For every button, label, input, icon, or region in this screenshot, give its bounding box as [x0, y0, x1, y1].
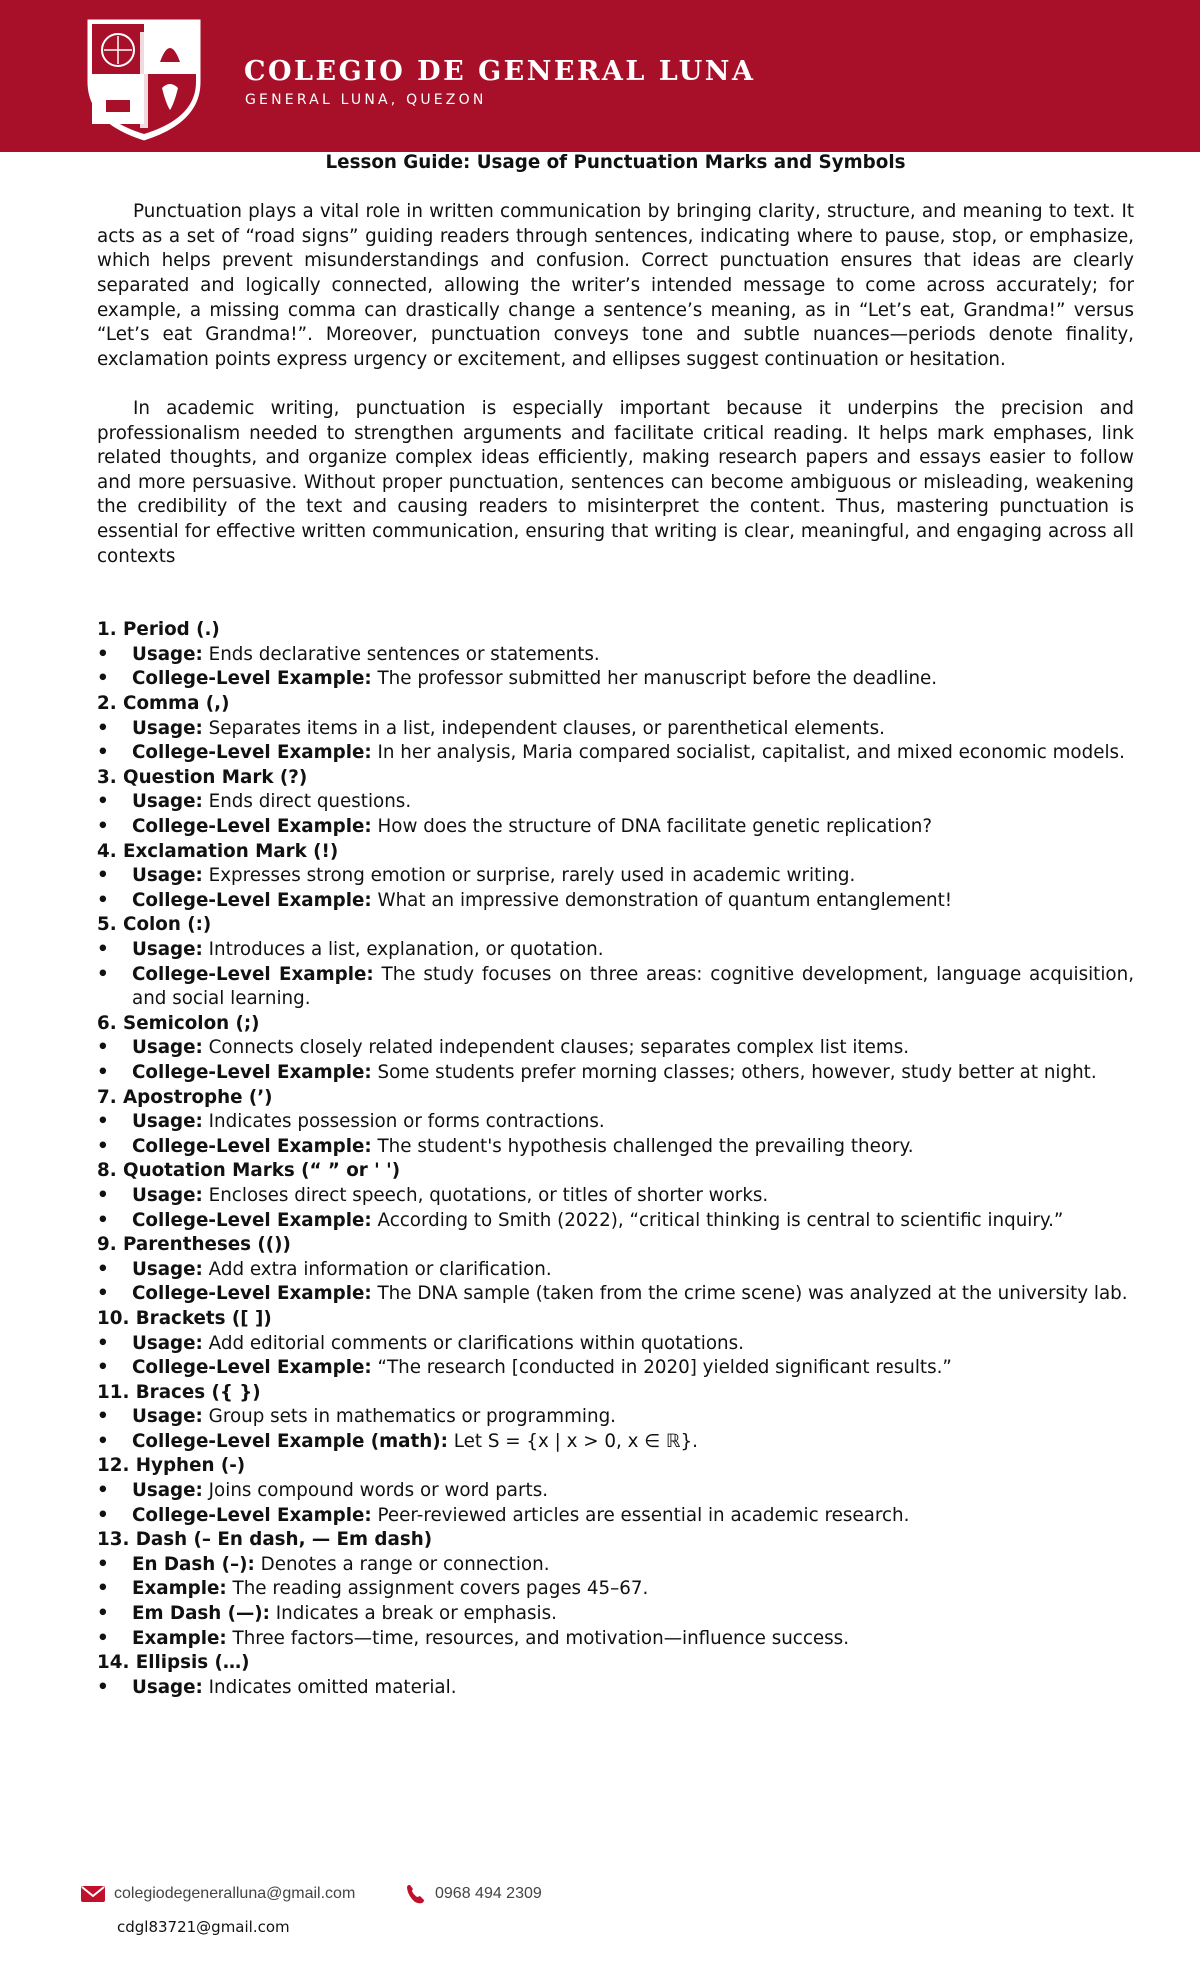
item-text: Joins compound words or word parts. [202, 1480, 549, 1502]
list-item [97, 938, 1134, 963]
bullet-marker: • [97, 1603, 109, 1625]
lesson-title: Lesson Guide: Usage of Punctuation Marks and Symbols [325, 152, 906, 173]
list-item [97, 1258, 1134, 1283]
bullet-marker: • [97, 1332, 109, 1354]
bullet-marker: • [97, 1111, 109, 1133]
section-heading: 3. Question Mark (?) [97, 766, 308, 788]
bullet-marker: • [97, 1676, 109, 1698]
item-label: College-Level Example: [132, 1209, 372, 1231]
section-heading: 11. Braces ({ }) [97, 1381, 261, 1403]
bullet-marker: • [97, 816, 109, 838]
item-label: College-Level Example: [132, 1283, 372, 1305]
item-label: Usage: [132, 1406, 203, 1428]
item-text: The DNA sample (taken from the crime scene) was analyzed at the university lab. [371, 1283, 1128, 1305]
bullet-marker: • [97, 1184, 109, 1206]
list-item [97, 1504, 1134, 1529]
section-heading: 6. Semicolon (;) [97, 1012, 260, 1034]
list-item [97, 1627, 1134, 1652]
item-label: Usage: [132, 1258, 203, 1280]
section-heading: 8. Quotation Marks (“ ” or ' ') [97, 1160, 401, 1182]
list-item [97, 815, 1134, 840]
list-item [97, 1405, 1134, 1430]
item-text: Indicates a break or emphasis. [269, 1603, 557, 1625]
section-heading: 7. Apostrophe (’) [97, 1086, 273, 1108]
bullet-marker: • [97, 865, 109, 887]
footer-email-secondary[interactable]: cdgl83721@gmail.com [117, 1918, 290, 1936]
item-text: Add extra information or clarification. [202, 1258, 552, 1280]
list-item [97, 1676, 1134, 1701]
bullet-marker: • [97, 1209, 109, 1231]
item-label: Usage: [132, 1111, 203, 1133]
footer-email[interactable] [80, 1882, 355, 1906]
item-text: Some students prefer morning classes; others, however, study better at night. [371, 1061, 1097, 1083]
bullet-marker: • [97, 1504, 109, 1526]
item-label: College-Level Example: [132, 889, 372, 911]
list-item [97, 1061, 1134, 1086]
item-text: The professor submitted her manuscript before the deadline. [371, 668, 938, 690]
item-label: Usage: [132, 1332, 203, 1354]
bullet-marker: • [97, 1627, 109, 1649]
section-heading: 2. Comma (,) [97, 693, 230, 715]
lesson-content [97, 151, 1134, 1700]
footer-email-text: colegiodegeneralluna@gmail.com [114, 1885, 356, 1902]
list-item [97, 1135, 1134, 1160]
item-label: College-Level Example (math): [132, 1430, 448, 1452]
punctuation-list [97, 618, 1134, 1700]
item-label: Usage: [132, 643, 203, 665]
item-label: College-Level Example: [132, 1504, 372, 1526]
item-text: Expresses strong emotion or surprise, rarely used in academic writing. [202, 865, 856, 887]
bullet-marker: • [97, 939, 109, 960]
envelope-icon [80, 1884, 106, 1904]
item-text: How does the structure of DNA facilitate genetic replication? [371, 816, 933, 838]
list-item [97, 1282, 1134, 1307]
item-text: Connects closely related independent clauses; separates complex list items. [202, 1037, 910, 1059]
academic-paragraph: In academic writing, punctuation is especially important because it underpins the precision and professionalism needed to strengthen arguments and facilitate critical reading. It helps mark emphases, link related thoughts, and organize complex ideas efficiently, making research papers and essays easier to follow and more persuasive. Without proper punctuation, sentences can become ambiguous or misleading, weakening the credibility of the text and causing readers to misinterpret the content. Thus, mastering punctuation is essential for effective written communication, ensuring that writing is clear, meaningful, and engaging across all contexts [97, 397, 1134, 567]
item-text: Separates items in a list, independent clauses, or parenthetical elements. [202, 717, 885, 739]
item-label: Usage: [132, 865, 203, 887]
item-text: The student's hypothesis challenged the prevailing theory. [371, 1135, 914, 1157]
item-label: Example: [132, 1627, 227, 1649]
bullet-marker: • [97, 889, 109, 911]
section-heading: 13. Dash (– En dash, — Em dash) [97, 1529, 433, 1551]
list-item [97, 889, 1134, 914]
bullet-marker: • [97, 791, 109, 813]
list-item [97, 1356, 1134, 1381]
item-label: College-Level Example: [132, 1135, 372, 1157]
school-location: GENERAL LUNA, QUEZON [245, 92, 487, 108]
bullet-marker: • [97, 1283, 109, 1305]
item-label: Usage: [132, 939, 203, 960]
item-text: What an impressive demonstration of quantum entanglement! [371, 889, 953, 911]
item-label: College-Level Example: [132, 742, 372, 764]
item-label: College-Level Example: [132, 1061, 372, 1083]
section-heading: 9. Parentheses (()) [97, 1234, 291, 1256]
bullet-marker: • [97, 1357, 109, 1379]
item-text: Indicates omitted material. [202, 1676, 457, 1698]
list-item [97, 1577, 1134, 1602]
item-text: Indicates possession or forms contractions. [202, 1111, 605, 1133]
item-text: Encloses direct speech, quotations, or titles of shorter works. [202, 1184, 769, 1206]
footer-phone[interactable] [405, 1882, 542, 1906]
list-item [97, 963, 1134, 1012]
section-heading: 1. Period (.) [97, 619, 220, 641]
list-item [97, 1553, 1134, 1578]
list-item [97, 667, 1134, 692]
list-item [97, 1430, 1134, 1455]
list-item [97, 1184, 1134, 1209]
item-label: College-Level Example: [132, 963, 374, 985]
bullet-marker: • [97, 717, 109, 739]
item-text: Three factors—time, resources, and motivation—influence success. [226, 1627, 850, 1649]
item-text: “The research [conducted in 2020] yielded significant results.” [371, 1357, 952, 1379]
item-label: Usage: [132, 1480, 203, 1502]
intro-paragraph: Punctuation plays a vital role in written communication by bringing clarity, structure, and meaning to text. It acts as a set of “road signs” guiding readers through sentences, indicating where to pause, stop, or emphasize, which helps prevent misunderstandings and confusion. Correct punctuation ensures that ideas are clearly separated and logically connected, allowing the writer’s intended message to come across accurately; for example, a missing comma can drastically change a sentence’s meaning, as in “Let’s eat, Grandma!” versus “Let’s eat Grandma!”. Moreover, punctuation conveys tone and subtle nuances—periods denote finality, exclamation points express urgency or excitement, and ellipses suggest continuation or hesitation. [97, 201, 1134, 370]
item-label: Usage: [132, 1037, 203, 1059]
list-item [97, 1602, 1134, 1627]
bullet-marker: • [97, 643, 109, 665]
item-text: Let S = {x | x > 0, x ∈ ℝ}. [447, 1430, 698, 1452]
bullet-marker: • [97, 963, 109, 985]
list-item [97, 1332, 1134, 1357]
list-item [97, 790, 1134, 815]
item-text: Add editorial comments or clarifications within quotations. [202, 1332, 744, 1354]
item-label: Usage: [132, 1184, 203, 1206]
bullet-marker: • [97, 1430, 109, 1452]
bullet-marker: • [97, 668, 109, 690]
bullet-marker: • [97, 1406, 109, 1428]
item-text: Peer-reviewed articles are essential in academic research. [371, 1504, 910, 1526]
bullet-marker: • [97, 742, 109, 764]
list-item [97, 1110, 1134, 1135]
bullet-marker: • [97, 1135, 109, 1157]
bullet-marker: • [97, 1037, 109, 1059]
phone-icon [405, 1883, 427, 1905]
item-label: Usage: [132, 791, 203, 813]
list-item [97, 1036, 1134, 1061]
item-label: College-Level Example: [132, 816, 372, 838]
list-item [97, 1209, 1134, 1234]
section-heading: 4. Exclamation Mark (!) [97, 840, 339, 862]
list-item [97, 741, 1134, 766]
school-name: COLEGIO DE GENERAL LUNA [244, 56, 756, 87]
list-item [97, 643, 1134, 668]
bullet-marker: • [97, 1061, 109, 1083]
item-label: Usage: [132, 717, 203, 739]
item-text: Introduces a list, explanation, or quotation. [202, 939, 604, 960]
item-label: Example: [132, 1578, 227, 1600]
item-label: College-Level Example: [132, 668, 372, 690]
item-label: College-Level Example: [132, 1357, 372, 1379]
bullet-marker: • [97, 1578, 109, 1600]
footer-phone-text: 0968 494 2309 [435, 1885, 542, 1902]
bullet-marker: • [97, 1258, 109, 1280]
list-item [97, 717, 1134, 742]
item-text: Ends declarative sentences or statements. [202, 643, 600, 665]
school-seal-logo [82, 12, 206, 146]
item-text: Group sets in mathematics or programming. [202, 1406, 616, 1428]
item-text: The study focuses on three areas: cognitive development, language acquisition, and social learning. [132, 963, 1135, 1010]
item-text: Denotes a range or connection. [254, 1553, 550, 1575]
item-label: En Dash (–): [132, 1553, 255, 1575]
item-text: In her analysis, Maria compared socialist, capitalist, and mixed economic models. [371, 742, 1125, 764]
list-item [97, 1479, 1134, 1504]
section-heading: 10. Brackets ([ ]) [97, 1307, 272, 1329]
item-text: Ends direct questions. [202, 791, 412, 813]
item-label: Usage: [132, 1676, 203, 1698]
item-text: According to Smith (2022), “critical thinking is central to scientific inquiry.” [371, 1209, 1064, 1231]
bullet-marker: • [97, 1553, 109, 1575]
section-heading: 14. Ellipsis (…) [97, 1652, 250, 1674]
list-item [97, 864, 1134, 889]
item-text: The reading assignment covers pages 45–67. [226, 1578, 649, 1600]
section-heading: 5. Colon (:) [97, 914, 212, 936]
page-header [0, 0, 1200, 152]
item-label: Em Dash (—): [132, 1603, 270, 1625]
bullet-marker: • [97, 1480, 109, 1502]
section-heading: 12. Hyphen (-) [97, 1455, 246, 1477]
